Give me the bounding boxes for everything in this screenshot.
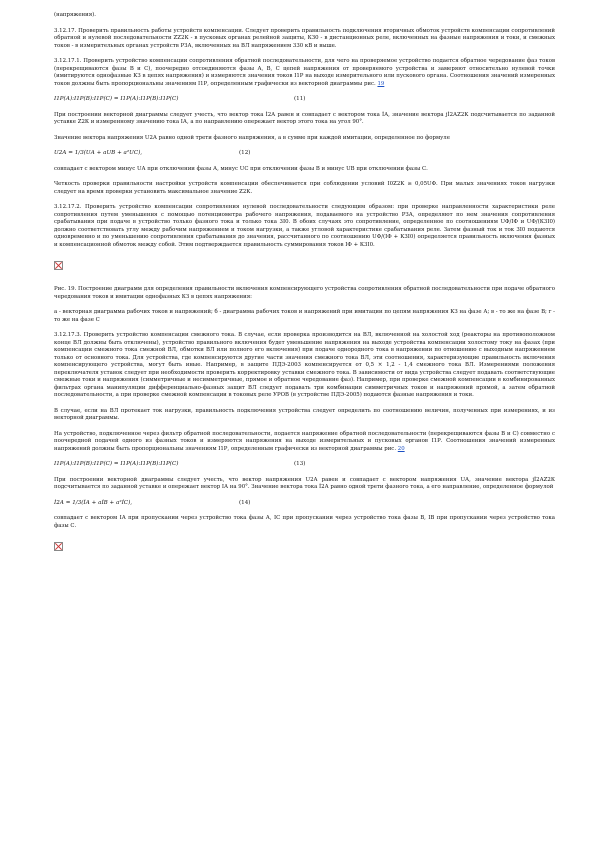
paragraph-clarity: Четкость проверки правильности настройки устройств компенсации обеспечивается при соблюдении условий I0Z2К ≥ 0,05UФ. При малых значениях токов нагрузки следует на время проверки установить максимальное значение Z2К. — [54, 181, 555, 195]
figure-20-link[interactable]: 20 — [397, 445, 405, 452]
section-3-12-17-3: 3.12.17.3. Проверить устройство компенсации смежного тока. В случае, если проверка производится на ВЛ, включенной на холостой ход (реакторы на противоположном конце ВЛ должны быть отключены), устройство правильного включения будет уменьшение напряжения на выходе устройства компенсации холостому току на фазах (при компенсации смежного тока смежной ВЛ, обмотки ВЛ или полного его включения) при подаче однородного тока в напряжении по отношению с выходным напряжением только от основного тока. Для устройства, где компенсируются другие части значения смежного тока ВЛ, эти соотношения, характеризующие правильность включения компенсирующего устройства, могут быть иные. Например, в защите ПДЭ-2003 компенсируется от 0,5 × 1,2 - 1,4 смежного тока ВЛ. Измерениями положения переключателя уставок следует при необходимости проверить корректировку уставки смежного тока. В зависимости от вида устройства следует подавать соответствующие смежные токи и напряжения (симметричные и несимметричные, прямое и обратное чередование фаз). Например, при проверке смежной компенсации в комбинированных фильтрах органа манипуляции дифференциально-фазных защит ВЛ следует подавать три комбинации симметричных токов и напряжений прямой, а затем обратной последовательности, а при проверке смежной компенсации в токовых реле УРОВ (в устройстве ПДЭ-2005) подаются фазные напряжения и токи. — [54, 332, 555, 398]
formula-text: I1Р(А):I1Р(В):I1Р(С) = I1Р(А):I1Р(В):I1Р(С) — [54, 96, 179, 102]
formula-number: (11) — [294, 96, 306, 102]
formula-11 — [54, 96, 555, 104]
paragraph-text: 3.12.17.1. Проверить устройство компенсации сопротивления обратной последовательности, для чего на проверяемое устройство подается обратное чередование фаз токов (перекрещиваются фазы В и С), поочередно отсоединяются фазы А, В, С цепей напряжения от проверяемого устройства и замеряют относительно нулевой точки (имитируются однофазные КЗ в цепях напряжения) и измеряются значения токов I1Р на выходе измерительного или пускового органа. Соотношения значений измеренных токов должны быть пропорциональны значениям I1Р, определенным графически из векторной диаграммы рис. — [54, 58, 555, 87]
paragraph-final: совпадает с вектором IА при пропускании через устройство тока фазы А, IС при пропускании через устройство тока фазы В, IВ при пропускании через устройство тока фазы С. — [54, 515, 555, 529]
paragraph-negative-sequence — [54, 431, 555, 454]
document-page — [54, 12, 555, 567]
broken-image-icon — [54, 261, 63, 270]
paragraph-vector-note: При построении векторной диаграммы следует учесть, что вектор тока İ2А равен и совпадает с вектором тока İА, значение вектора jİ2АZ2К подсчитывается по заданной уставке Z2К и измеренному значению тока IА, а по направлению опережает вектор этого тока на угол 90°. — [54, 111, 556, 125]
text-fragment: (напряжения). — [54, 12, 96, 18]
figure-19-caption: Рис. 19. Построение диаграмм для определения правильности включения компенсирующего устройства сопротивления обратной последовательности при подаче обратного чередования токов и имитации однофазных КЗ в цепях напряжения: — [54, 286, 555, 300]
section-3-12-17-2: 3.12.17.2. Проверить устройство компенсации сопротивления нулевой последовательности следующим образом: при проверке направленности характеристики реле сопротивления путем уменьшения с помощью потенциометра рабочего напряжения, подаваемого на устройство РЗА, определяют по нем значения сопротивления срабатывания при подаче в устройство только фазного тока и только тока 3I0. В обоих случаях это сопротивление, определенное по соотношениям UФ/IФ и UФ/(К3I0) должно соответствовать углу между рабочим напряжением и током нагрузки, а также угловой характеристике срабатывания реле. Затем фазный ток и ток 3I0 подаются одновременно и по уменьшению сопротивления срабатывания до значения, рассчитанного по соотношению UФ/(IФ + К3I0) определяется правильность включения фазных и компенсационной обмоток между собой. Этим подтверждается правильность суммирования токов IФ + К3I0. — [54, 204, 555, 248]
formula-text: U2А = 1/3(UА + aUВ + a²UС), — [54, 150, 143, 156]
figure-19-legend: а - векторная диаграмма рабочих токов и напряжений; б - диаграмма рабочих токов и напряжений при имитации по цепям напряжения КЗ на фазе А; в - то же на фазе В; г - то же на фазе С — [54, 309, 555, 323]
formula-14 — [54, 500, 555, 508]
figure-19-link[interactable]: 19 — [377, 80, 385, 87]
paragraph-vector-note-2: При построении векторной диаграммы следует учесть, что вектор напряжения U2А равен и совпадает с вектором напряжения UА, значение вектора jİ2АZ2К подсчитывается по заданной уставке и опережает вектор IА на 90°. Значение вектора тока İ2А равно одной трети фазного тока, а его направление, определенное формулой — [54, 476, 555, 490]
formula-number: (14) — [239, 499, 251, 506]
formula-13 — [54, 461, 555, 469]
paragraph-coincides: совпадает с вектором минус UА при отключении фазы А, минус UС при отключении фазы В и минус UВ при отключении фазы С. — [54, 165, 428, 172]
formula-number: (12) — [239, 150, 251, 156]
formula-text: I1Р(А):I1Р(В):I1Р(С) = I1Р(А):I1Р(В):I1Р(С) — [54, 461, 179, 467]
section-3-12-17-1 — [54, 58, 555, 88]
broken-image-icon — [54, 542, 63, 551]
formula-12 — [54, 150, 555, 158]
formula-text: İ2А = 1/3(İА + aİВ + a²İС), — [54, 499, 133, 506]
paragraph-voltage-vector: Значение вектора напряжения U2А равно одной трети фазного напряжения, а в сумме при каждой имитации, определенное по формуле — [54, 134, 450, 141]
paragraph-load-current: В случае, если на ВЛ протекает ток нагрузки, правильность подключения устройства следует определить по соотношению величин, полученных при измерениях, и из векторной диаграммы. — [54, 407, 555, 421]
section-3-12-17: 3.12.17. Проверить правильность работы устройств компенсации. Следует проверить правильность подключения вторичных обмоток устройств компенсации сопротивлений обратной и нулевой последовательности ZZ2К - в пусковых органах релейной защиты, КЗ0 - в дистанционных реле, включенных на фазные напряжения и токи, и смежных токов - в измерительных органах устройств РЗА, включенных на ВЛ напряжением 330 кВ и выше. — [54, 27, 555, 49]
formula-number: (13) — [294, 461, 306, 467]
paragraph-text: На устройство, подключенное через фильтр обратной последовательности, подается напряжение обратной последовательности (перекрещиваются фазы В и С) совместно с поочередной подачей одного из фазных токов и измеряются напряжения на выходе измерительных и пусковых органов I1Р. Соотношения значений измеренных напряжений должны быть пропорциональны значениям I1Р, определенным графически из векторной диаграммы рис. — [54, 430, 555, 452]
